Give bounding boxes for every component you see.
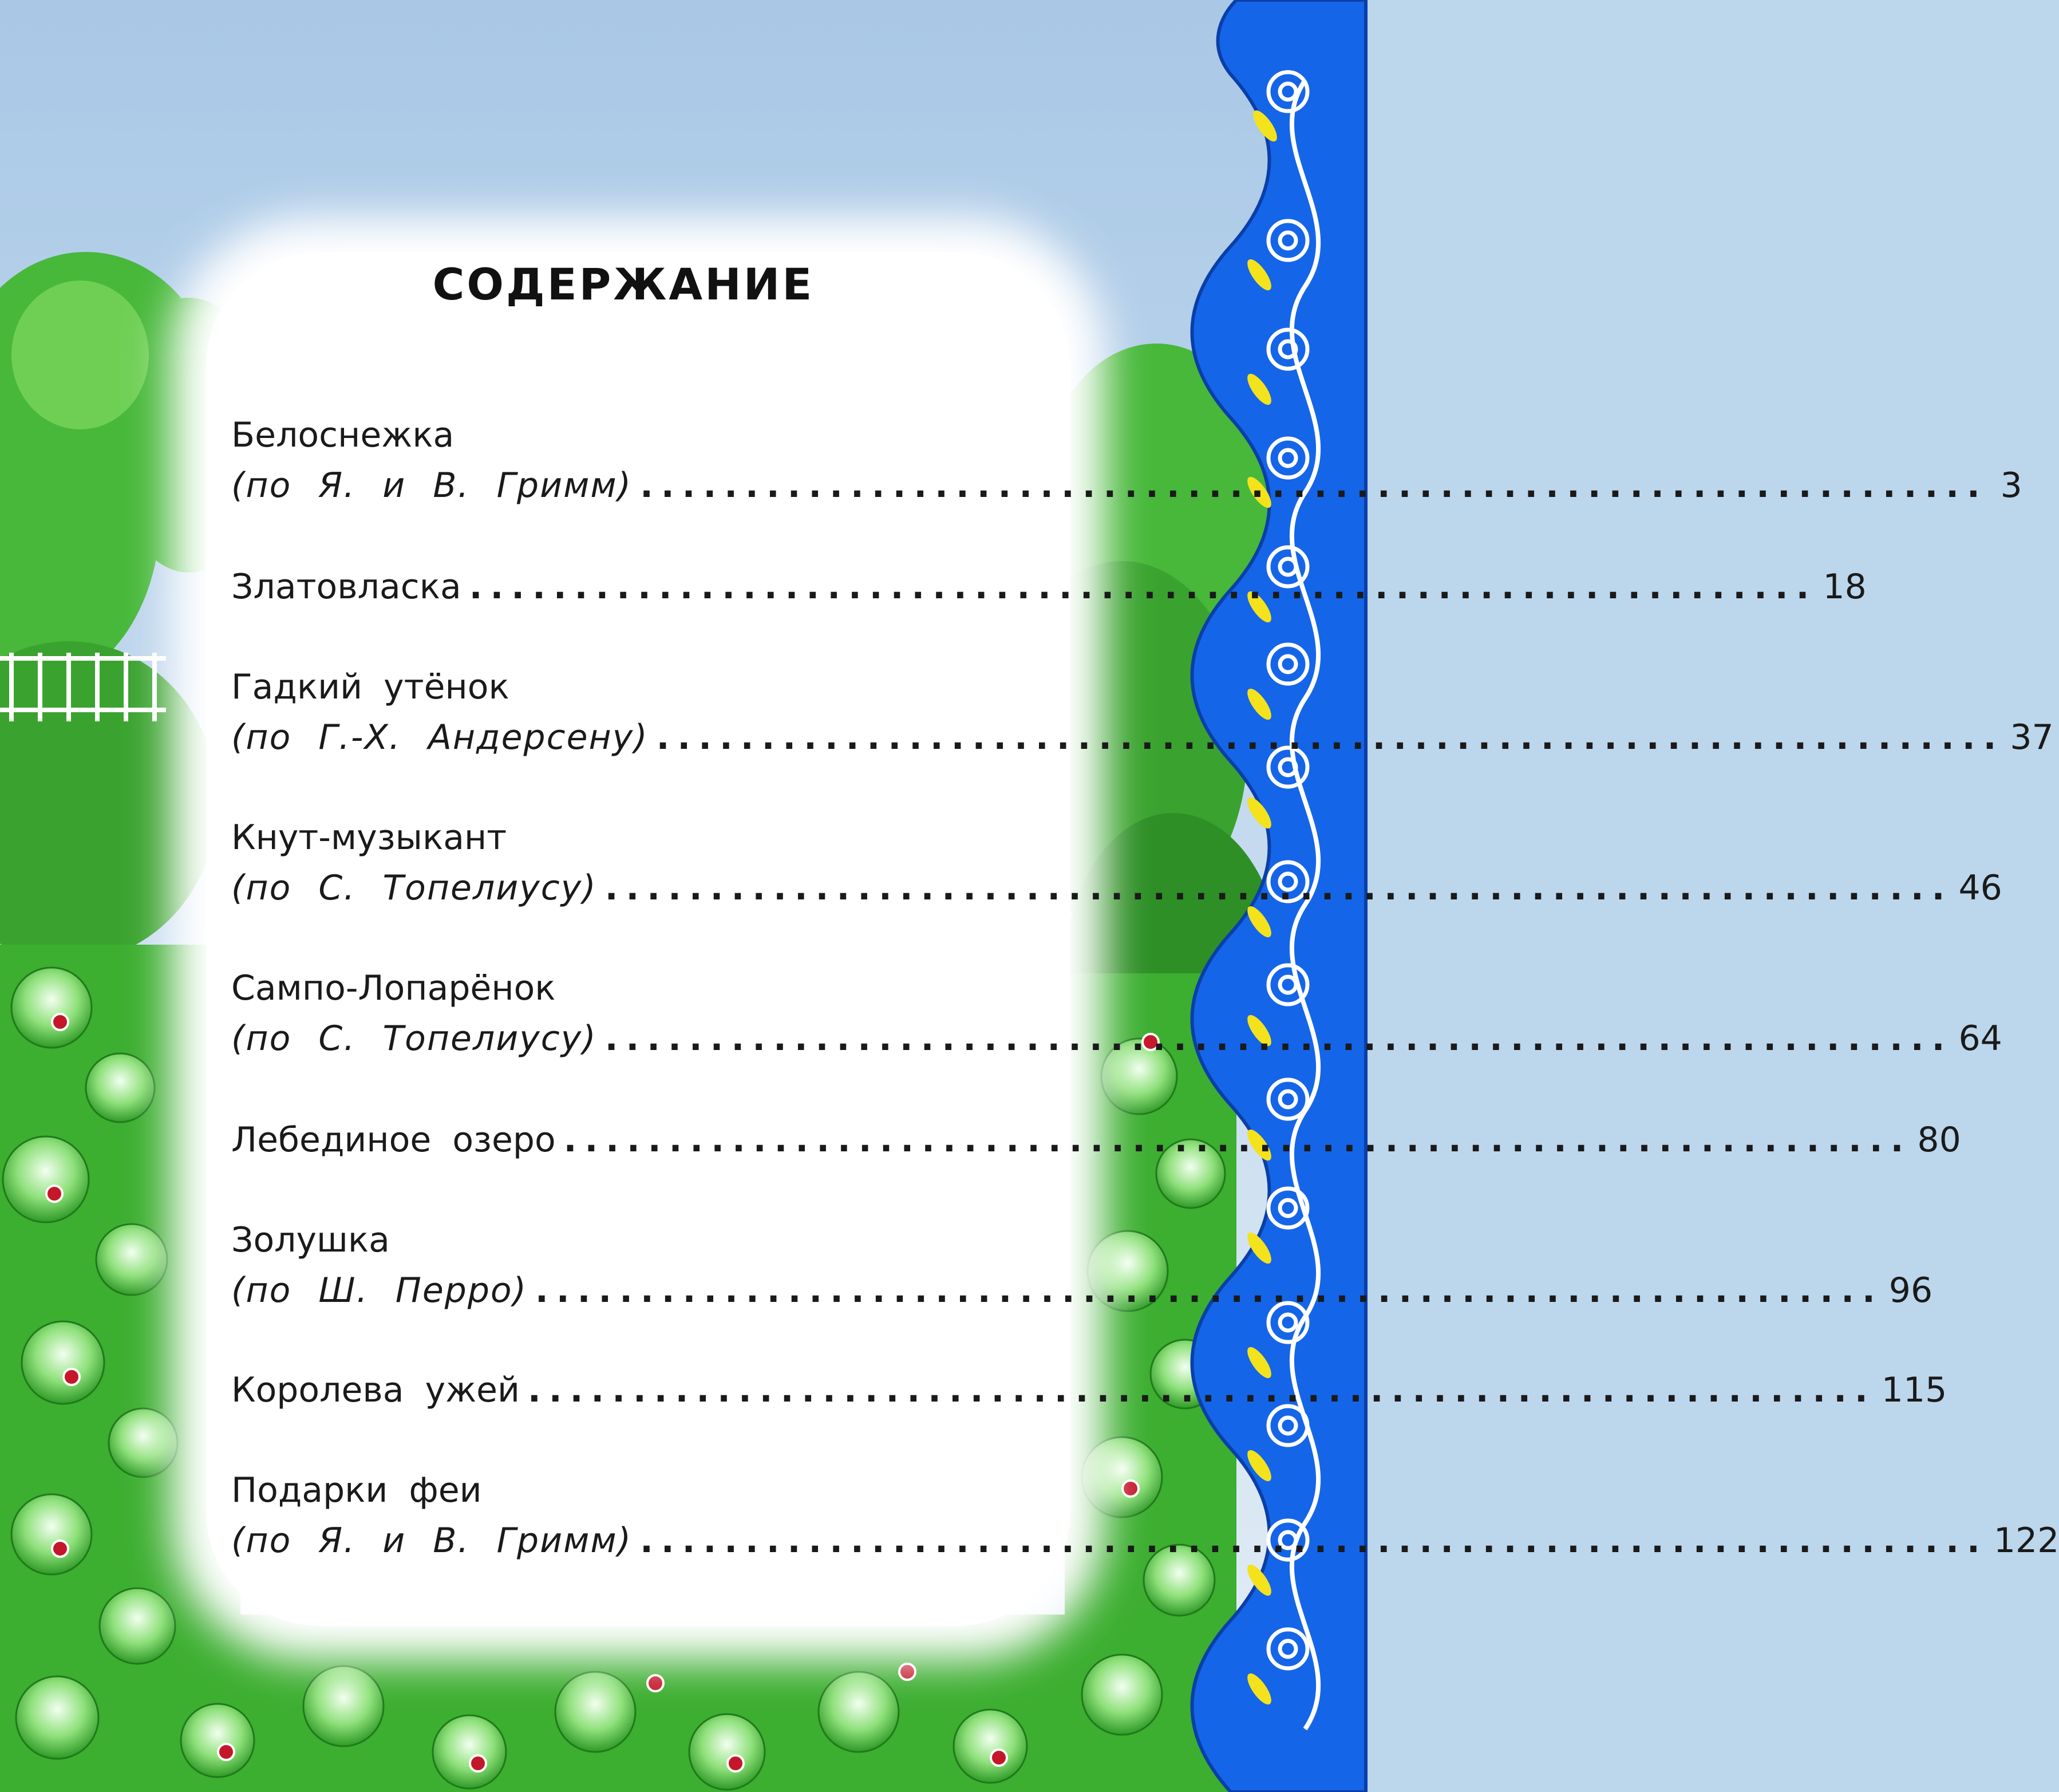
toc-entry-title-line (231, 1370, 1947, 1420)
dot-leader: ................................................................ (640, 465, 1988, 506)
toc-entry-subtitle: (по С. Топелиусу) (231, 1019, 597, 1059)
toc-entry[interactable] (231, 415, 2022, 516)
toc-entry-subtitle: (по Ш. Перро) (231, 1270, 528, 1311)
dot-leader: ................................................................ (563, 1120, 1912, 1160)
dot-leader: ................................................................ (604, 868, 1953, 908)
toc-entry-page: 115 (1881, 1370, 1947, 1410)
toc-entry-title: Кнут-музыкант (231, 818, 507, 858)
toc-entry-title: Золушка (231, 1220, 390, 1260)
toc-entry-page: 18 (1823, 567, 1867, 607)
toc-entry-subtitle-line (231, 1521, 2059, 1571)
toc-entry-subtitle-line (231, 868, 2002, 918)
toc-entry-title-line (231, 667, 1015, 717)
toc-entry-title: Королева ужей (231, 1370, 520, 1410)
toc-entry-page: 37 (2010, 717, 2054, 757)
toc-entry-subtitle-line (231, 1270, 1933, 1321)
toc-entry-title-line (231, 567, 1867, 617)
toc-entry-subtitle: (по Я. и В. Гримм) (231, 1521, 633, 1561)
dot-leader: ................................................................ (640, 1521, 1988, 1561)
toc-entry[interactable] (231, 1120, 1961, 1170)
toc-entry-title-line (231, 415, 1015, 465)
dot-leader: ................................................................ (604, 1019, 1953, 1059)
toc-entry[interactable] (231, 1470, 2059, 1571)
toc-title: СОДЕРЖАНИЕ (432, 259, 815, 310)
toc-entry-title: Лебединое озеро (231, 1120, 556, 1160)
toc-entry-page: 3 (2000, 465, 2022, 506)
toc-entry-page: 46 (1958, 868, 2002, 908)
toc-entry-subtitle: (по Г.-Х. Андерсену) (231, 717, 649, 757)
toc-entry-page: 96 (1888, 1270, 1933, 1311)
toc-entry-subtitle-line (231, 465, 2022, 516)
toc-entry-subtitle: (по Я. и В. Гримм) (231, 465, 633, 506)
toc-entry[interactable] (231, 1220, 1933, 1321)
toc-entry-page: 64 (1958, 1019, 2002, 1059)
toc-entry-title-line (231, 818, 1015, 868)
dot-leader: ................................................................ (656, 717, 2005, 757)
dot-leader: ................................................................ (528, 1370, 1876, 1410)
toc-entry-subtitle-line (231, 717, 2054, 768)
toc-entry-title: Златовласка (231, 567, 461, 607)
toc-entry[interactable] (231, 968, 2002, 1069)
toc-entry-subtitle-line (231, 1019, 2002, 1069)
toc-entry[interactable] (231, 1370, 1947, 1420)
toc-entry-title: Подарки феи (231, 1470, 482, 1510)
toc-entry-title: Белоснежка (231, 415, 455, 455)
toc-entry-title-line (231, 1120, 1961, 1170)
toc-entry-page: 122 (1993, 1521, 2059, 1561)
toc-entry[interactable] (231, 818, 2002, 918)
toc-entry[interactable] (231, 567, 1867, 617)
toc-entry-title-line (231, 968, 1015, 1019)
toc-entry-title: Гадкий утёнок (231, 667, 509, 707)
toc-entry[interactable] (231, 667, 2054, 768)
toc-entry-page: 80 (1917, 1120, 1961, 1160)
toc-entry-title-line (231, 1470, 1015, 1521)
dot-leader: ................................................................ (535, 1270, 1883, 1311)
toc-entry-title: Сампо-Лопарёнок (231, 968, 556, 1008)
toc-entry-subtitle: (по С. Топелиусу) (231, 868, 597, 908)
toc-entry-title-line (231, 1220, 1015, 1270)
dot-leader: ................................................................ (469, 567, 1817, 607)
